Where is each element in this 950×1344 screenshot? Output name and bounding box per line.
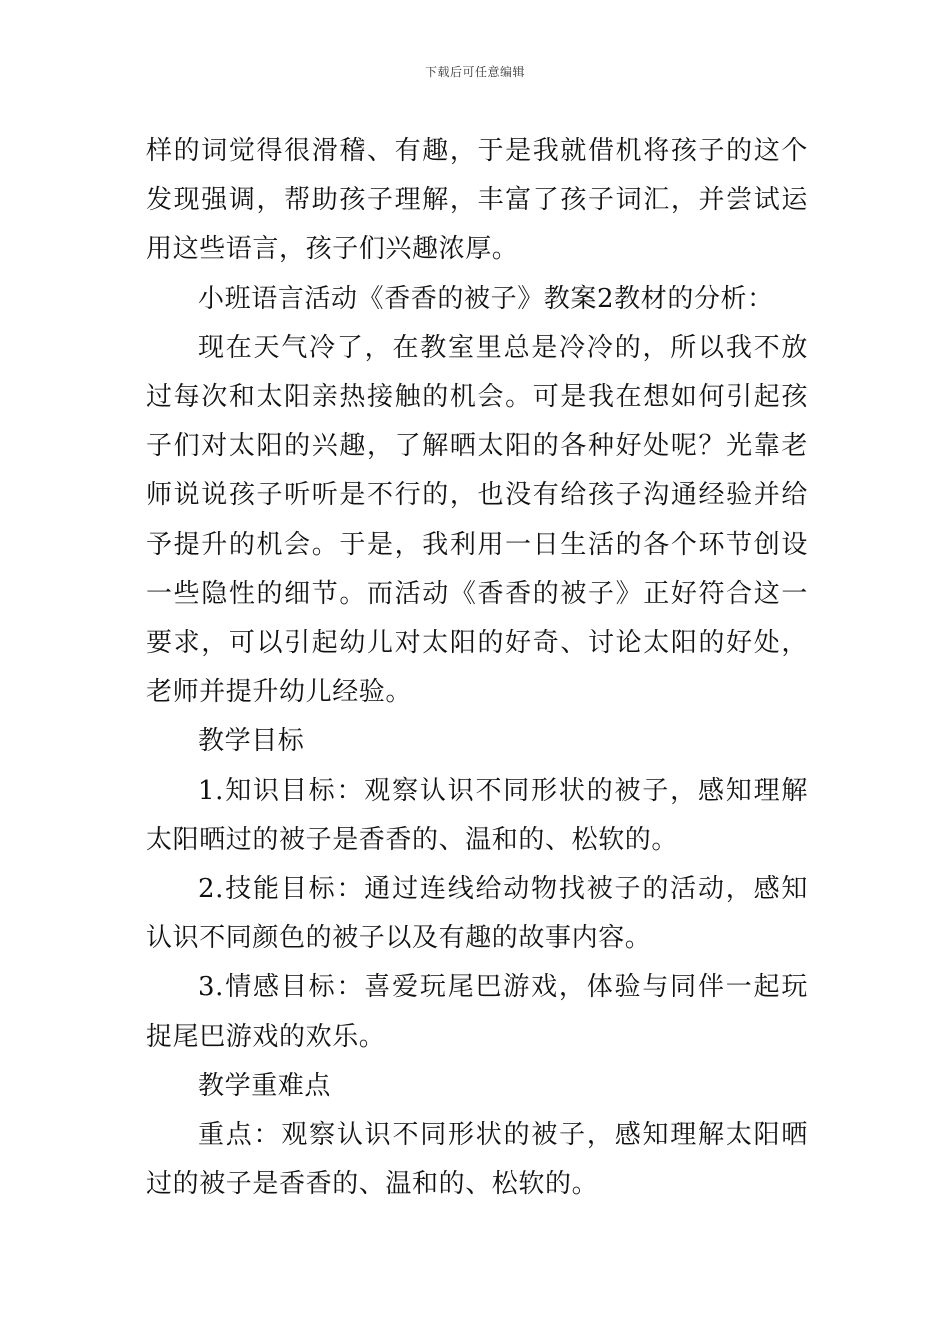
heading-teaching-goals: 教学目标 [198, 726, 305, 757]
paragraph-analysis: 现在天气冷了，在教室里总是冷冷的，所以我不放过每次和太阳亲热接触的机会。可是我在想如何引起孩子们对太阳的兴趣，了解晒太阳的各种好处呢？光靠老师说说孩子听听是不行的，也没有给孩子沟通经验并给予提升的机会。于是，我利用一日生活的各个环节创设一些隐性的细节。而活动《香香的被子》正好符合这一要求，可以引起幼儿对太阳的好奇、讨论太阳的好处，老师并提升幼儿经验。 [146, 332, 808, 708]
page-header-note: 下载后可任意编辑 [424, 65, 525, 79]
paragraph-skill-goal: 2.技能目标：通过连线给动物找被子的活动，感知认识不同颜色的被子以及有趣的故事内容。 [146, 874, 808, 954]
paragraph-continuation: 样的词觉得很滑稽、有趣，于是我就借机将孩子的这个发现强调，帮助孩子理解，丰富了孩子词汇，并尝试运用这些语言，孩子们兴趣浓厚。 [146, 136, 808, 265]
heading-key-points: 教学重难点 [198, 1070, 332, 1101]
document-body [146, 127, 808, 1209]
paragraph-emotion-goal: 3.情感目标：喜爱玩尾巴游戏，体验与同伴一起玩捉尾巴游戏的欢乐。 [146, 972, 808, 1052]
paragraph-lesson-title: 小班语言活动《香香的被子》教案2教材的分析： [198, 283, 774, 314]
paragraph-key-point: 重点：观察认识不同形状的被子，感知理解太阳晒过的被子是香香的、温和的、松软的。 [146, 1120, 808, 1200]
paragraph-knowledge-goal: 1.知识目标：观察认识不同形状的被子，感知理解太阳晒过的被子是香香的、温和的、松软的。 [146, 775, 808, 855]
